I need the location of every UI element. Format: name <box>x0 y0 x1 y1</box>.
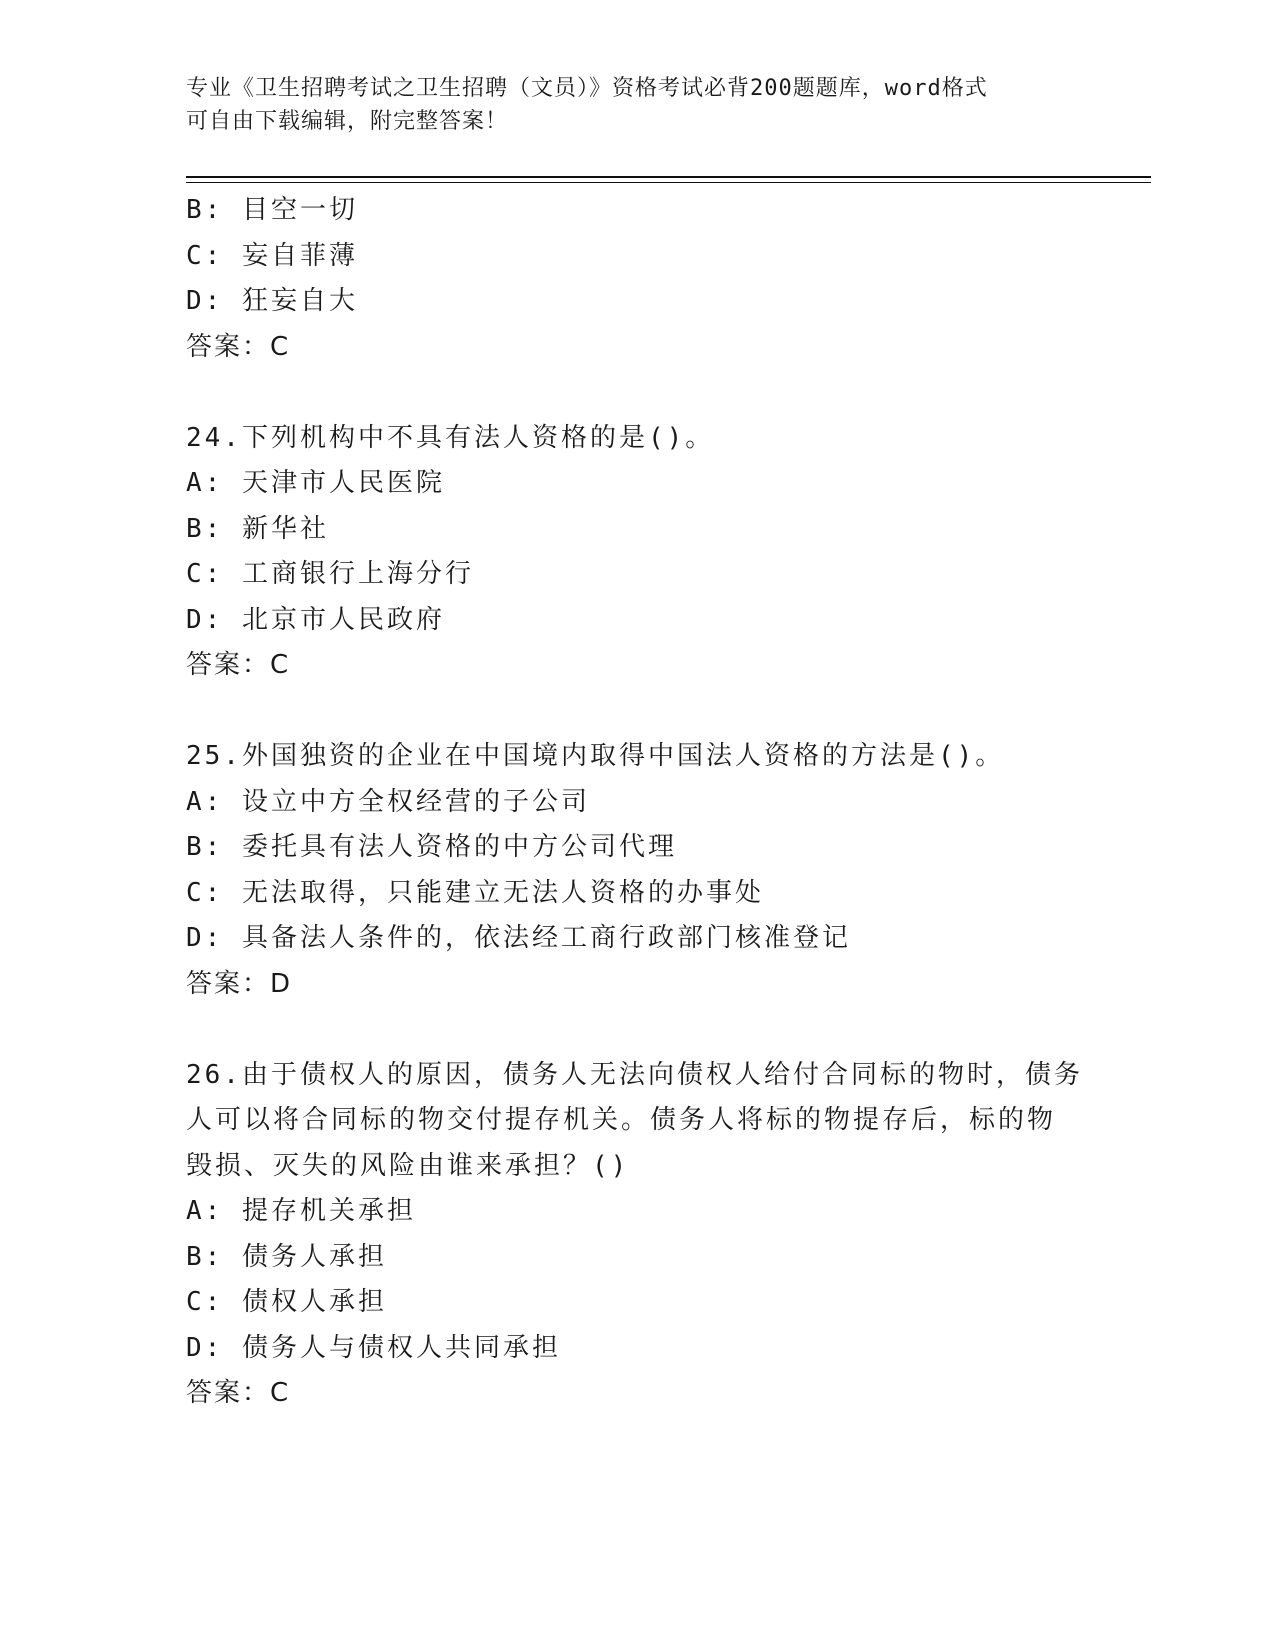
answer: 答案：C <box>186 650 291 680</box>
option-d: D: 债务人与债权人共同承担 <box>186 1332 561 1363</box>
option-a: A: 天津市人民医院 <box>186 468 445 498</box>
answer: 答案：C <box>186 1378 291 1408</box>
option-c: C: 无法取得，只能建立无法人资格的办事处 <box>186 877 764 908</box>
option-b: B: 目空一切 <box>186 195 358 225</box>
question-26 <box>186 1053 1083 1417</box>
question-list <box>186 188 1083 1417</box>
answer: 答案：C <box>186 331 291 362</box>
document-header <box>186 72 1086 138</box>
question-stem-line-3: 毁损、灭失的风险由谁来承担？() <box>186 1150 630 1181</box>
header-rule-thick <box>186 176 1151 178</box>
question-stem-line-1: 26.由于债权人的原因，债务人无法向债权人给付合同标的物时，债务 <box>186 1059 1083 1090</box>
option-b: B: 债务人承担 <box>186 1241 387 1272</box>
question-25 <box>186 734 1076 1007</box>
header-line-1: 专业《卫生招聘考试之卫生招聘（文员）》资格考试必背200题题库，word格式 <box>186 76 988 101</box>
option-d: D: 北京市人民政府 <box>186 604 445 635</box>
question-24 <box>186 416 1076 689</box>
question-stem: 24.下列机构中不具有法人资格的是()。 <box>186 422 715 453</box>
question-stem: 25.外国独资的企业在中国境内取得中国法人资格的方法是()。 <box>186 741 1005 771</box>
option-a: A: 设立中方全权经营的子公司 <box>186 786 590 817</box>
option-c: C: 债权人承担 <box>186 1287 387 1317</box>
header-line-2: 可自由下载编辑，附完整答案！ <box>186 109 509 134</box>
question-fragment <box>186 188 1076 370</box>
header-rule-thin <box>186 182 1151 183</box>
option-c: C: 妄自菲薄 <box>186 240 358 271</box>
option-b: B: 新华社 <box>186 513 329 544</box>
option-a: A: 提存机关承担 <box>186 1196 416 1226</box>
option-d: D: 具备法人条件的，依法经工商行政部门核准登记 <box>186 923 851 953</box>
option-b: B: 委托具有法人资格的中方公司代理 <box>186 832 677 862</box>
answer: 答案：D <box>186 968 293 999</box>
option-c: C: 工商银行上海分行 <box>186 559 474 589</box>
option-d: D: 狂妄自大 <box>186 286 358 316</box>
question-stem-line-2: 人可以将合同标的物交付提存机关。债务人将标的物提存后，标的物 <box>186 1105 1057 1135</box>
